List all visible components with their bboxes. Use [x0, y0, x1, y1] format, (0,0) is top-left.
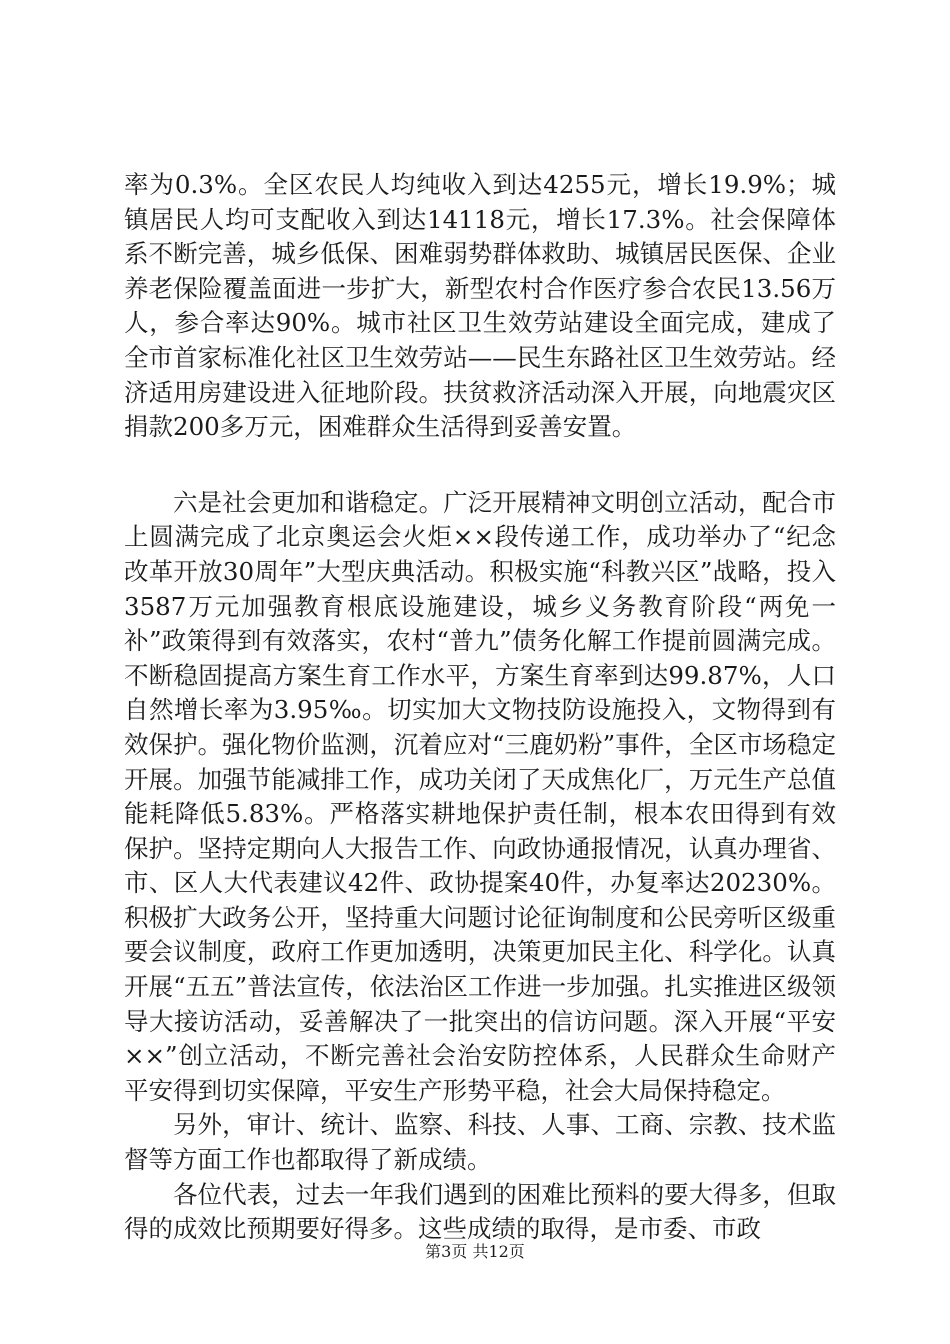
document-body: [124, 168, 836, 1247]
paragraph-representatives: 各位代表，过去一年我们遇到的困难比预料的要大得多，但取得的成效比预期要好得多。这些成绩的取得，是市委、市政: [124, 1179, 836, 1244]
paragraph-gap: [124, 445, 836, 486]
paragraph-social-harmony: 六是社会更加和谐稳定。广泛开展精神文明创立活动，配合市上圆满完成了北京奥运会火炬××段传递工作，成功举办了“纪念改革开放30周年”大型庆典活动。积极实施“科教兴区”战略，投入3587万元加强教育根底设施建设，城乡义务教育阶段“两免一补”政策得到有效落实，农村“普九”债务化解工作提前圆满完成。不断稳固提高方案生育工作水平，方案生育率到达99.87%，人口自然增长率为3.95‰。切实加大文物技防设施投入，文物得到有效保护。强化物价监测，沉着应对“三鹿奶粉”事件，全区市场稳定开展。加强节能减排工作，成功关闭了天成焦化厂，万元生产总值能耗降低5.83%。严格落实耕地保护责任制，根本农田得到有效保护。坚持定期向人大报告工作、向政协通报情况，认真办理省、市、区人大代表建议42件、政协提案40件，办复率达20230%。积极扩大政务公开，坚持重大问题讨论征询制度和公民旁听区级重要会议制度，政府工作更加透明，决策更加民主化、科学化。认真开展“五五”普法宣传，依法治区工作进一步加强。扎实推进区级领导大接访活动，妥善解决了一批突出的信访问题。深入开展“平安××”创立活动，不断完善社会治安防控体系，人民群众生命财产平安得到切实保障，平安生产形势平稳，社会大局保持稳定。: [124, 487, 836, 1105]
paragraph-social-security: 率为0.3%。全区农民人均纯收入到达4255元，增长19.9%；城镇居民人均可支配收入到达14118元，增长17.3%。社会保障体系不断完善，城乡低保、困难弱势群体救助、城镇居民医保、企业养老保险覆盖面进一步扩大，新型农村合作医疗参合农民13.56万人，参合率达90%。城市社区卫生效劳站建设全面完成，建成了全市首家标准化社区卫生效劳站——民生东路社区卫生效劳站。经济适用房建设进入征地阶段。扶贫救济活动深入开展，向地震灾区捐款200多万元，困难群众生活得到妥善安置。: [124, 170, 836, 442]
paragraph-other-work: 另外，审计、统计、监察、科技、人事、工商、宗教、技术监督等方面工作也都取得了新成绩。: [124, 1110, 836, 1175]
page-footer: 第3页 共12页: [425, 1242, 525, 1261]
